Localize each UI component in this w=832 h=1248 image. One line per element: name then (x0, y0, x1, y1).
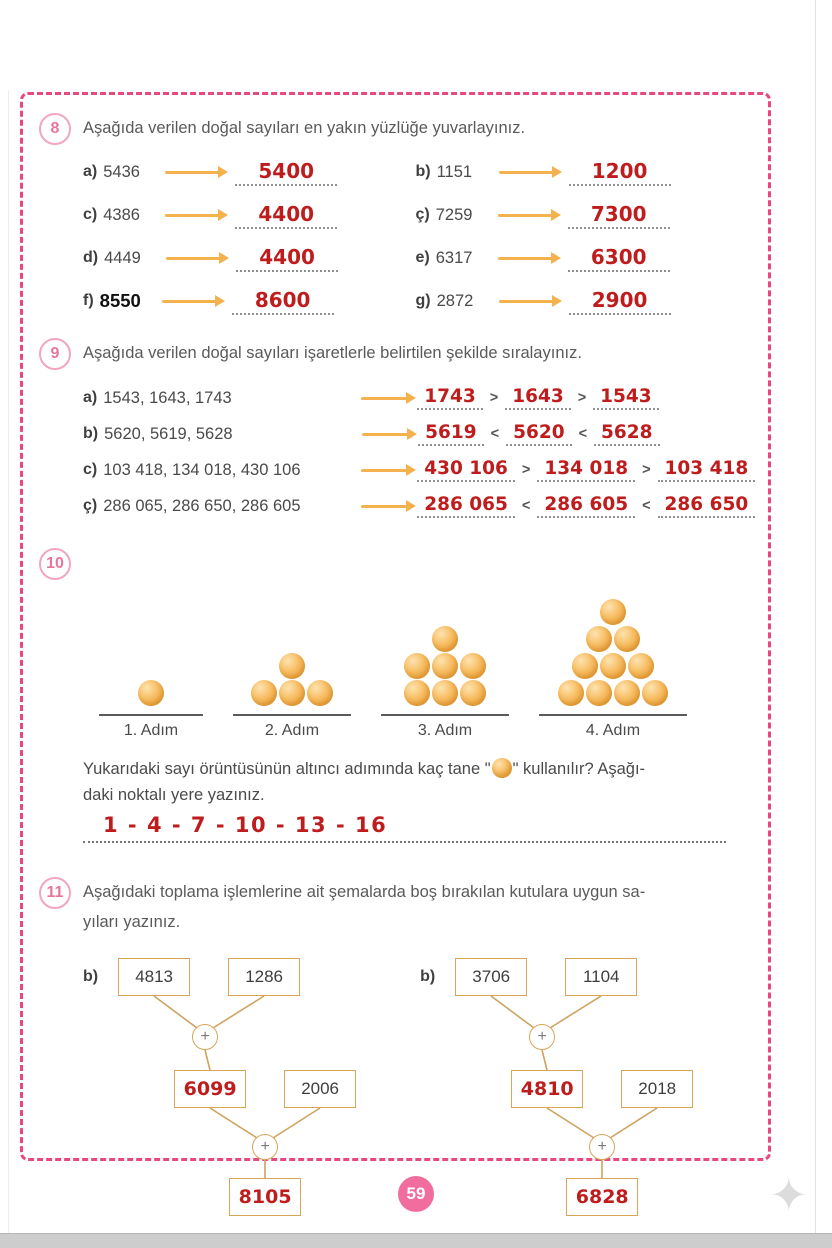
item-number: 2872 (436, 291, 474, 310)
ball-pattern (39, 590, 752, 740)
ball-icon (492, 758, 512, 778)
handwritten-answer: 286 650 (658, 494, 756, 518)
handwritten-answer: 430 106 (417, 458, 515, 482)
tree-diagram (441, 954, 741, 1222)
rounding-item (416, 284, 749, 318)
handwritten-answer: 1 - 4 - 7 - 10 - 13 - 16 (103, 812, 388, 837)
given-numbers: 5620, 5619, 5628 (104, 424, 233, 443)
addition-trees (39, 954, 752, 1222)
item-label: b) (415, 163, 431, 180)
item-label: c) (83, 206, 98, 223)
answer-line (235, 159, 337, 186)
handwritten-answer: 1743 (417, 386, 483, 410)
sum-box-answer: 6099 (174, 1070, 246, 1108)
ball-group (138, 590, 164, 706)
handwritten-answer: 5400 (258, 158, 315, 183)
item-label: g) (415, 292, 431, 309)
item-number: 4449 (104, 248, 141, 267)
answer-line (569, 159, 671, 186)
sum-box-answer: 4810 (511, 1070, 583, 1108)
exercise-11-title: Aşağıdaki toplama işlemlerine ait şemalarda boş bırakılan kutulara uygun sa- (83, 882, 646, 901)
page-left-edge (8, 90, 9, 1234)
handwritten-answer: 5628 (594, 422, 660, 446)
ordering-row (39, 488, 752, 524)
comparison-sign: > (489, 390, 499, 406)
comparison-sign: < (642, 498, 651, 514)
handwritten-answer: 286 605 (537, 494, 635, 518)
handwritten-answer: 7300 (590, 201, 647, 226)
comparison-sign: > (521, 462, 531, 478)
pattern-answer (39, 813, 752, 837)
handwritten-answer: 8600 (254, 287, 311, 312)
rounding-item (83, 155, 416, 189)
arrow-icon (361, 505, 407, 508)
item-label: a) (83, 163, 98, 180)
item-number: 1151 (436, 162, 473, 181)
handwritten-answer: 5619 (418, 422, 484, 446)
answer-line (235, 202, 337, 229)
answer-line (236, 245, 338, 272)
pattern-step-1 (99, 590, 203, 740)
ball-group (404, 590, 486, 706)
arrow-icon (362, 433, 408, 436)
arrow-icon (499, 171, 553, 174)
exercise-11-title-cont: yıları yazınız. (83, 912, 181, 931)
rounding-item (416, 198, 749, 232)
pattern-ball (600, 599, 626, 625)
item-label: c) (83, 461, 98, 478)
exercise-8 (39, 113, 752, 318)
pattern-ball (279, 680, 305, 706)
pattern-ball (572, 653, 598, 679)
item-number: 5436 (103, 162, 140, 181)
handwritten-answer: 5620 (506, 422, 572, 446)
item-number: 7259 (435, 205, 473, 224)
ordering-row (39, 416, 752, 452)
step-baseline (99, 714, 203, 716)
handwritten-answer: 286 065 (417, 494, 515, 518)
answer-sequence (417, 458, 755, 482)
pattern-step-2 (233, 590, 351, 740)
arrow-icon (166, 257, 220, 260)
rounding-item (83, 198, 416, 232)
handwritten-answer: 103 418 (658, 458, 756, 482)
plus-icon: + (529, 1024, 555, 1050)
pattern-ball (404, 680, 430, 706)
page-right-edge (815, 0, 816, 1234)
answer-sequence (417, 386, 658, 410)
exercise-10-number-badge: 10 (39, 548, 71, 580)
comparison-sign: < (578, 426, 588, 442)
exercise-11-number-badge: 11 (39, 877, 71, 909)
sparkle-decoration: ✦ (769, 1169, 808, 1221)
item-label: f) (83, 292, 94, 309)
answer-line (569, 288, 671, 315)
rounding-item (416, 155, 749, 189)
exercise-9-title: Aşağıda verilen doğal sayıları işaretlerle belirtilen şekilde sıralayınız. (83, 344, 582, 363)
handwritten-answer: 1200 (591, 158, 648, 183)
tree-label: b) (420, 967, 436, 985)
addition-tree-right (420, 954, 741, 1222)
comparison-sign: < (521, 498, 531, 514)
page-number-badge: 59 (398, 1176, 434, 1212)
ordering-row (39, 452, 752, 488)
ordering-row (39, 380, 752, 416)
pattern-ball (586, 626, 612, 652)
addend-box: 3706 (455, 958, 527, 996)
arrow-icon (499, 300, 553, 303)
addend-box: 1104 (565, 958, 637, 996)
tree-label: b) (83, 967, 99, 985)
arrow-icon (361, 469, 407, 472)
pattern-ball (404, 653, 430, 679)
pattern-ball (432, 653, 458, 679)
ball-group (558, 590, 668, 706)
pattern-ball (614, 680, 640, 706)
item-label: ç) (415, 206, 430, 223)
pattern-ball (600, 653, 626, 679)
comparison-sign: > (642, 462, 651, 478)
arrow-icon (165, 214, 219, 217)
question-text: daki noktalı yere yazınız. (83, 786, 265, 805)
handwritten-answer: 1543 (593, 386, 659, 410)
step-label: 2. Adım (264, 722, 320, 739)
item-label: a) (83, 389, 98, 406)
pattern-ball (307, 680, 333, 706)
exercise-8-title: Aşağıda verilen doğal sayıları en yakın yüzlüğe yuvarlayınız. (83, 119, 526, 138)
sum-box-answer: 6828 (566, 1178, 638, 1216)
arrow-icon (361, 397, 407, 400)
given-numbers: 1543, 1643, 1743 (103, 388, 232, 407)
item-label: d) (83, 249, 99, 266)
exercise-10 (39, 548, 752, 843)
exercise-9-number-badge: 9 (39, 338, 71, 370)
pattern-step-4 (539, 590, 687, 740)
step-baseline (233, 714, 351, 716)
handwritten-answer: 6300 (590, 244, 647, 269)
exercise-8-number-badge: 8 (39, 113, 71, 145)
item-label: e) (415, 249, 430, 266)
pattern-ball (558, 680, 584, 706)
handwritten-answer: 134 018 (537, 458, 635, 482)
worksheet-frame (20, 92, 771, 1208)
question-text: " kullanılır? Aşağı- (512, 760, 646, 778)
arrow-icon (165, 171, 219, 174)
ball-group (251, 590, 333, 706)
handwritten-answer: 4400 (259, 244, 315, 269)
exercise-11 (39, 877, 752, 1222)
step-baseline (539, 714, 687, 716)
arrow-icon (162, 300, 216, 303)
arrow-icon (498, 257, 552, 260)
comparison-sign: < (490, 426, 500, 442)
given-numbers: 286 065, 286 650, 286 605 (103, 496, 301, 515)
scan-bottom-edge (0, 1233, 832, 1248)
plus-icon: + (192, 1024, 218, 1050)
given-numbers: 103 418, 134 018, 430 106 (103, 460, 301, 479)
tree-diagram (104, 954, 404, 1222)
item-label: b) (83, 425, 99, 442)
step-label: 4. Adım (585, 722, 641, 739)
pattern-ball (628, 653, 654, 679)
sum-box-answer: 8105 (229, 1178, 301, 1216)
handwritten-answer: 4400 (258, 201, 315, 226)
comparison-sign: > (577, 390, 587, 406)
step-label: 3. Adım (417, 722, 473, 739)
item-label: ç) (83, 497, 98, 514)
rounding-item (83, 284, 416, 318)
item-number: 6317 (435, 248, 473, 267)
pattern-ball (642, 680, 668, 706)
arrow-icon (498, 214, 552, 217)
addend-box: 1286 (228, 958, 300, 996)
addend-box: 4813 (118, 958, 190, 996)
answer-line (568, 202, 670, 229)
step-label: 1. Adım (123, 722, 179, 739)
answer-sequence (418, 422, 659, 446)
addition-tree-left (83, 954, 404, 1222)
answer-line (232, 288, 334, 315)
rounding-item (416, 241, 749, 275)
addend-box: 2018 (621, 1070, 693, 1108)
pattern-ball (138, 680, 164, 706)
question-text: Yukarıdaki sayı örüntüsünün altıncı adımında kaç tane " (83, 760, 491, 778)
step-baseline (381, 714, 509, 716)
item-number: 4386 (103, 205, 140, 224)
pattern-ball (460, 680, 486, 706)
rounding-item (83, 241, 416, 275)
pattern-ball (432, 626, 458, 652)
handwritten-answer: 2900 (591, 287, 648, 312)
pattern-ball (432, 680, 458, 706)
item-number-handwritten: 8550 (99, 290, 141, 311)
pattern-ball (279, 653, 305, 679)
pattern-question (39, 756, 752, 809)
plus-icon: + (589, 1134, 615, 1160)
addend-box: 2006 (284, 1070, 356, 1108)
pattern-ball (460, 653, 486, 679)
pattern-step-3 (381, 590, 509, 740)
pattern-ball (614, 626, 640, 652)
pattern-ball (251, 680, 277, 706)
exercise-9 (39, 338, 752, 524)
handwritten-answer: 1643 (505, 386, 571, 410)
dotted-answer-line (83, 840, 726, 843)
plus-icon: + (252, 1134, 278, 1160)
answer-sequence (417, 494, 755, 518)
pattern-ball (586, 680, 612, 706)
answer-line (568, 245, 670, 272)
rounding-grid (39, 155, 752, 318)
